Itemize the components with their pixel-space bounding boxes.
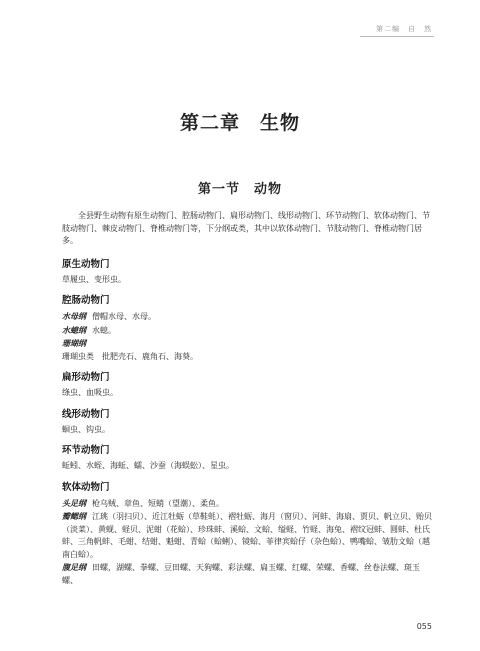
class-name: 瓣鳃纲 xyxy=(62,511,86,521)
class-entry xyxy=(62,324,434,338)
phylum-heading: 腔肠动物门 xyxy=(62,295,110,306)
phylum-heading: 线形动物门 xyxy=(62,408,110,420)
phylum-text: 珊瑚虫类 批肥壳石、鹿角石、海葵。 xyxy=(62,351,198,361)
class-text: 江珧（羽扫贝）、近江牡蛎（草鞋蚝）、褶牡蛎、海月（窗贝）、河蚌、海扇、贾贝、帆立贝、贻贝（淡菜）、黄蚬、蛏贝、泥蚶（花蛤）、珍珠蚌、溪蛤、文蛤、缢蛏、竹蛏、海兔、褶纹冠蚌、圆蚌、杜氏蚌、三角帆蚌、毛蚶、结蚶、魁蚶、青蛤（蛤蜊）、镜蛤、菲律宾蛤仔（杂色蛤）、鸭嘴蛤、皱肋文蛤（越南白蛤）。 xyxy=(62,512,432,559)
header-divider xyxy=(360,36,434,37)
phylum-platyhelminthes xyxy=(62,369,434,400)
class-text: 田螺，湖螺、拳螺、豆田螺、天狗螺、彩法螺、扁玉螺、红螺、荣螺、香螺、丝卷法螺、斑玉螺、 xyxy=(62,563,420,585)
phylum-nematoda xyxy=(62,406,434,437)
page-number: 055 xyxy=(416,622,432,631)
phylum-mollusca xyxy=(62,479,434,588)
intro-paragraph: 全县野生动物有原生动物门、腔肠动物门、扁形动物门、线形动物门、环节动物门、软体动物门、节肢动物门、棘皮动物门、脊椎动物门等，下分纲或类，其中以软体动物门、节肢动物门、脊椎动物门居多。 xyxy=(62,211,430,245)
class-text: 枪乌贼、章鱼、短蛸（望潮）、柔鱼。 xyxy=(92,498,224,508)
phylum-heading: 扁形动物门 xyxy=(62,372,110,383)
class-entry xyxy=(62,497,434,511)
section-title: 第一节 动物 xyxy=(197,182,282,197)
phylum-coelenterata xyxy=(62,292,434,363)
content-body xyxy=(62,210,434,587)
class-name: 水螅纲 xyxy=(62,324,86,335)
class-entry xyxy=(62,561,434,587)
chapter-title: 第二章 生物 xyxy=(179,112,300,134)
phylum-text: 草履虫、变形虫。 xyxy=(62,274,126,284)
class-entry xyxy=(62,510,434,561)
phylum-text: 蛔虫、钩虫。 xyxy=(62,424,110,434)
phylum-text: 绦虫、血吸虫。 xyxy=(62,388,118,397)
class-name: 珊瑚纲 xyxy=(62,338,86,348)
phylum-protozoa xyxy=(62,256,434,287)
class-name: 腹足纲 xyxy=(62,562,86,572)
running-header: 第二编 自 然 xyxy=(376,25,432,33)
class-text: 水螅。 xyxy=(92,325,116,335)
phylum-heading: 环节动物门 xyxy=(62,445,110,456)
phylum-heading: 软体动物门 xyxy=(62,481,110,493)
class-name: 水母纲 xyxy=(62,311,86,321)
phylum-annelida xyxy=(62,442,434,473)
phylum-text: 蚯蚓、水蛭、海蚯、蠕、沙蚕（海蜈蚣）、星虫。 xyxy=(62,461,234,470)
class-entry xyxy=(62,337,434,351)
class-name: 头足纲 xyxy=(62,497,86,508)
class-text: 僧帽水母、水母。 xyxy=(92,312,156,321)
class-entry xyxy=(62,310,434,324)
phylum-heading: 原生动物门 xyxy=(62,258,110,270)
